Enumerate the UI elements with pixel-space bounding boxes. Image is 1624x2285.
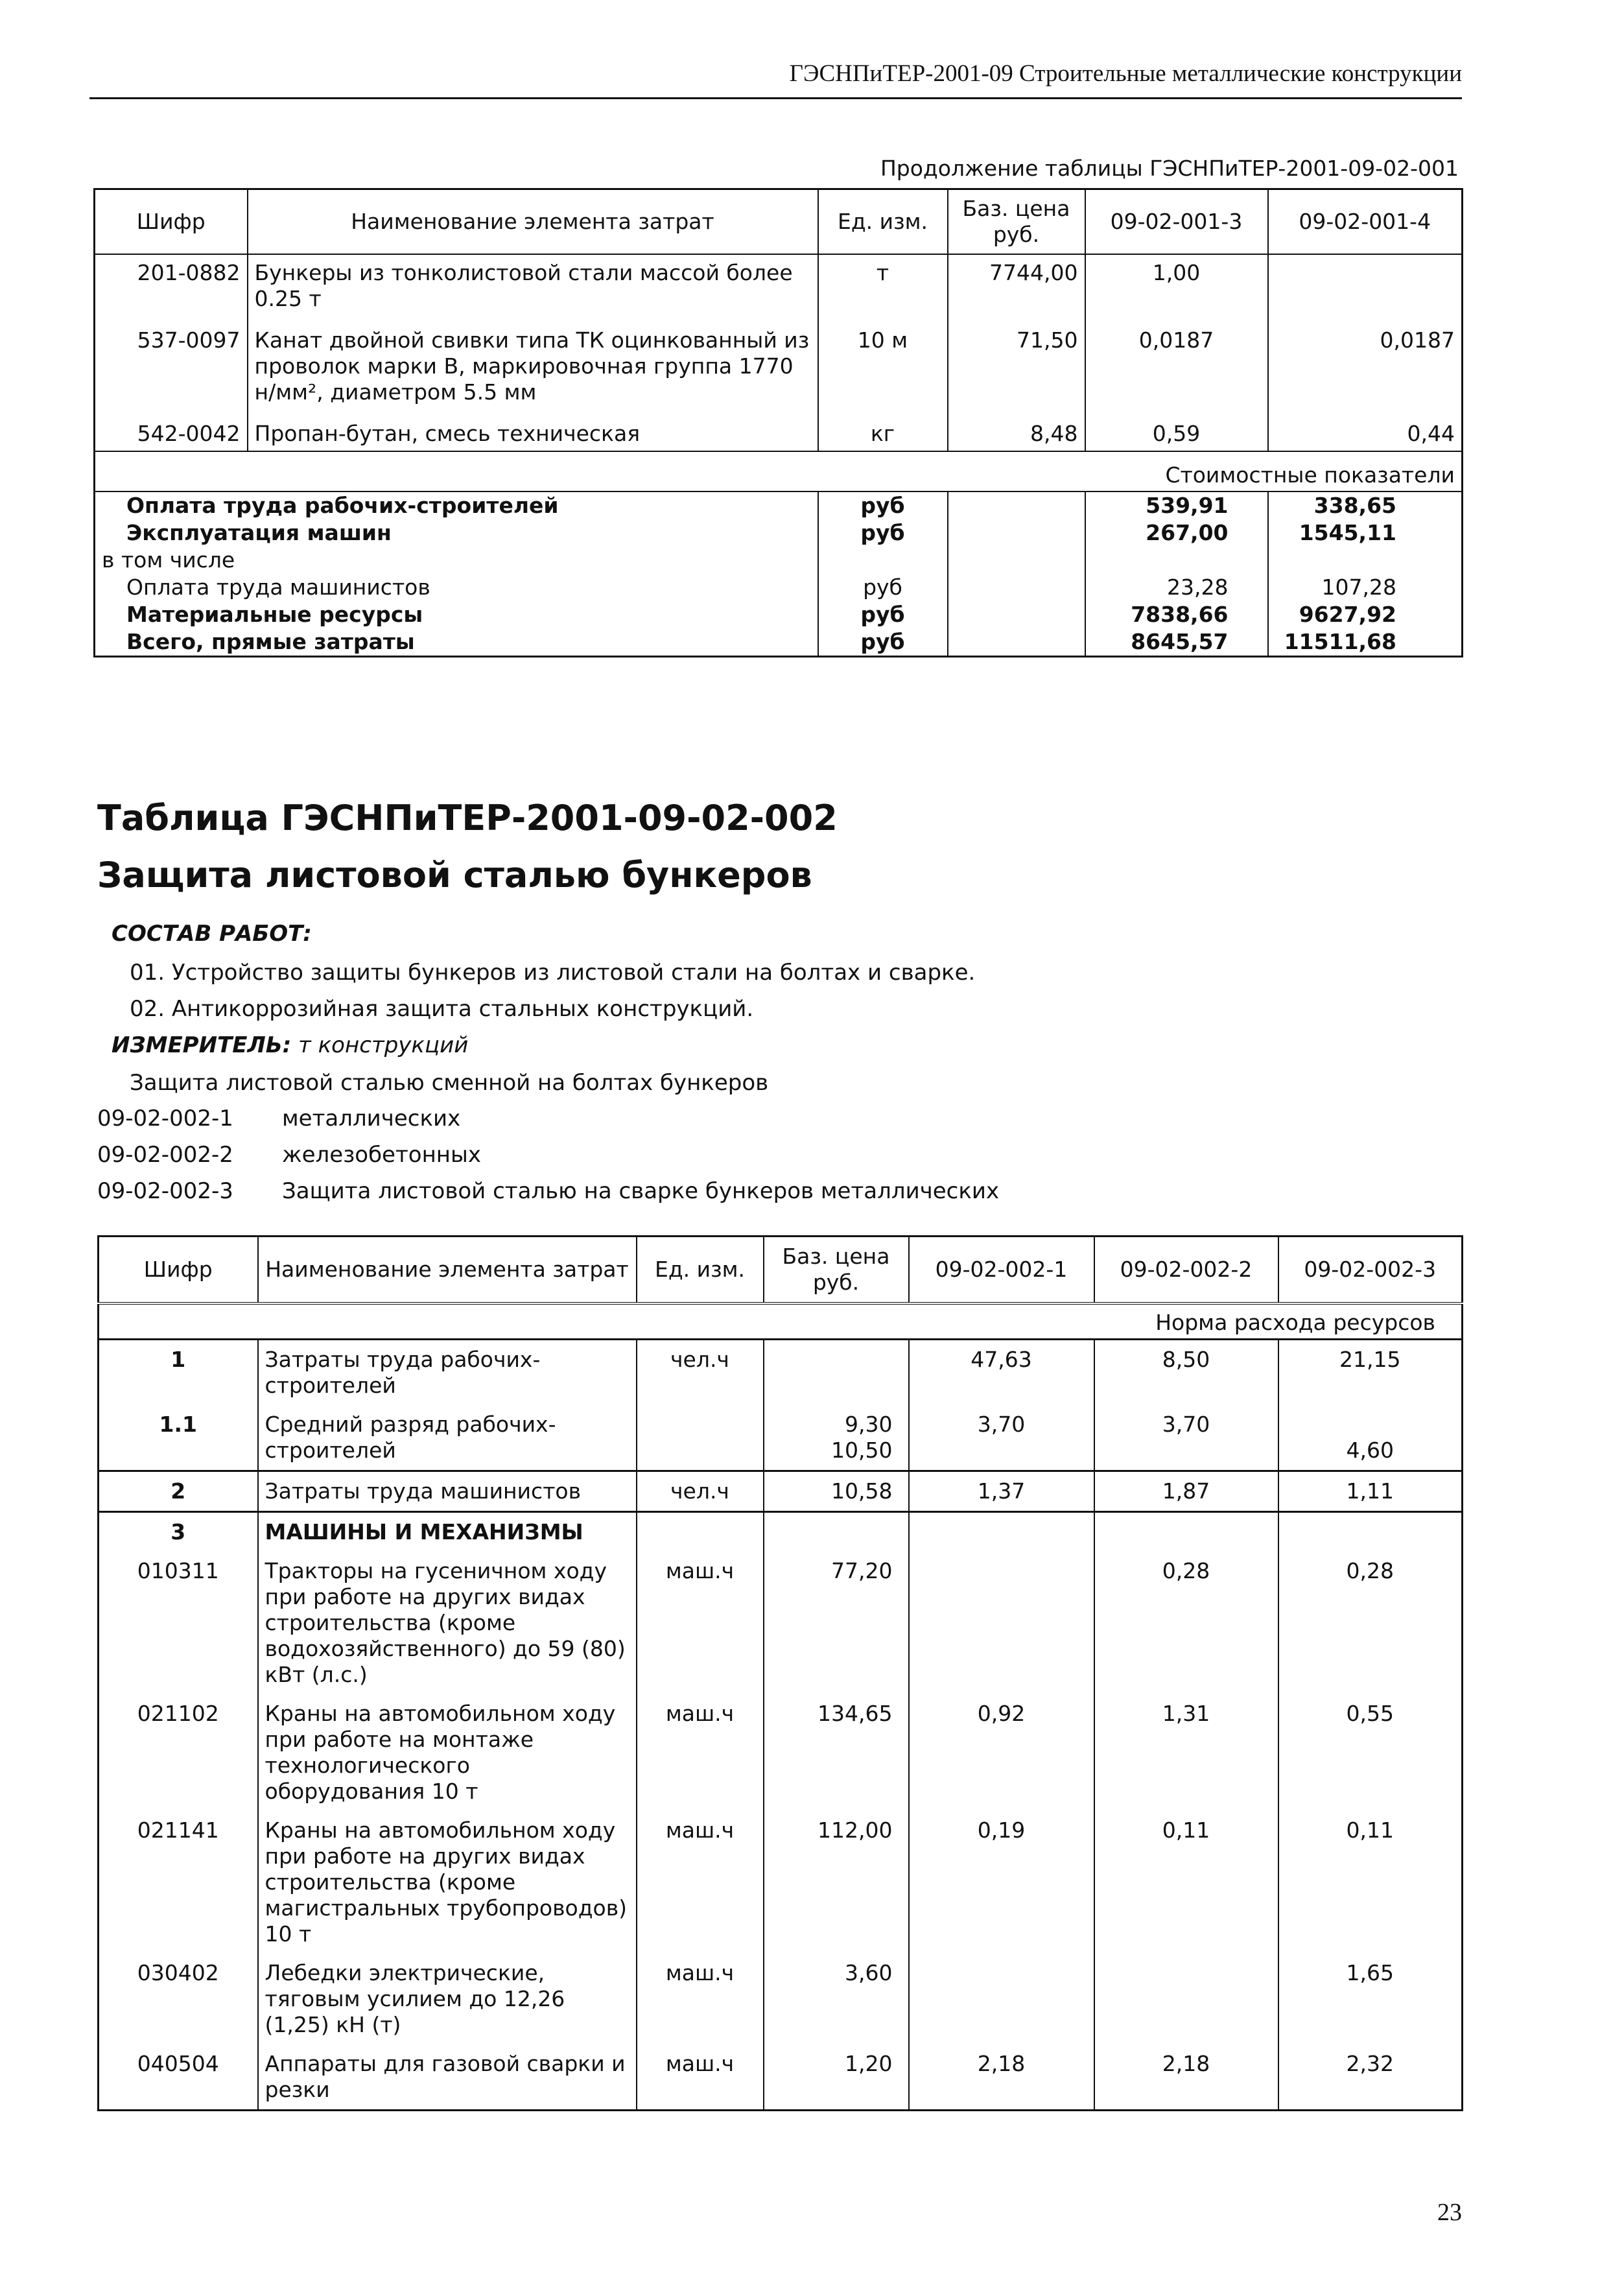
summary-unit: руб <box>818 601 948 628</box>
row-price <box>764 1405 909 1471</box>
row-value-2: 0,11 <box>1094 1811 1278 1954</box>
table-header-row <box>95 189 1463 255</box>
summary-name: в том числе <box>95 547 818 574</box>
row-value-2: 2,18 <box>1094 2044 1278 2111</box>
row-name: Пропан-бутан, смесь техническая <box>248 409 818 451</box>
row-value-3: 1,11 <box>1278 1471 1463 1512</box>
summary-price <box>948 574 1085 601</box>
row-value-3: 4,60 <box>1278 1405 1463 1471</box>
row-value-1 <box>909 1552 1094 1694</box>
row-value-2: 0,44 <box>1268 409 1463 451</box>
row-value-3: 0,55 <box>1278 1694 1463 1811</box>
row-code: 021141 <box>99 1811 258 1954</box>
row-code: 201-0882 <box>95 254 248 316</box>
row-price: 8,48 <box>948 409 1085 451</box>
indicators-row <box>95 451 1463 491</box>
summary-value-1: 8645,57 <box>1085 628 1268 657</box>
header-name: Наименование элемента затрат <box>248 189 818 255</box>
summary-value-1: 267,00 <box>1085 519 1268 547</box>
row-value-2: 3,70 <box>1094 1405 1278 1471</box>
price-value-2: 10,50 <box>831 1438 893 1463</box>
table-row <box>99 1340 1463 1406</box>
summary-value-2: 1545,11 <box>1268 519 1463 547</box>
norm-label: Норма расхода ресурсов <box>1155 1310 1435 1335</box>
row-value-1: 1,00 <box>1085 254 1268 316</box>
price-value: 1,20 <box>845 2051 893 2076</box>
row-name: МАШИНЫ И МЕХАНИЗМЫ <box>258 1512 637 1552</box>
variant-code-1: 09-02-002-1 <box>97 1106 233 1131</box>
summary-row <box>95 601 1463 628</box>
row-name: Затраты труда машинистов <box>258 1471 637 1512</box>
measure-value: т конструкций <box>298 1032 469 1058</box>
summary-value-2: 338,65 <box>1268 491 1463 519</box>
row-price <box>764 1340 909 1406</box>
running-header: ГЭСНПиТЕР-2001-09 Строительные металлические конструкции <box>789 60 1462 87</box>
resource-table-continued <box>93 188 1463 657</box>
row-value-1 <box>909 1954 1094 2044</box>
row-value-2: 8,50 <box>1094 1340 1278 1406</box>
row-price <box>764 2044 909 2111</box>
row-unit: т <box>818 254 948 316</box>
measure-label: ИЗМЕРИТЕЛЬ: <box>112 1032 292 1058</box>
measure-line <box>112 1032 468 1058</box>
header-col-2: 09-02-002-2 <box>1094 1237 1278 1304</box>
summary-value-1 <box>1085 547 1268 574</box>
table-row <box>99 1552 1463 1694</box>
page-number: 23 <box>1437 2199 1462 2226</box>
header-price: Баз. цена руб. <box>948 189 1085 255</box>
summary-unit: руб <box>818 491 948 519</box>
row-price <box>764 1954 909 2044</box>
row-unit: маш.ч <box>637 1552 764 1694</box>
row-code: 040504 <box>99 2044 258 2111</box>
header-name: Наименование элемента затрат <box>258 1237 637 1304</box>
row-value-1: 47,63 <box>909 1340 1094 1406</box>
row-value-1: 2,18 <box>909 2044 1094 2111</box>
row-name: Бункеры из тонколистовой стали массой более 0.25 т <box>248 254 818 316</box>
row-unit: маш.ч <box>637 2044 764 2111</box>
summary-price <box>948 491 1085 519</box>
table-row <box>95 316 1463 409</box>
summary-price <box>948 628 1085 657</box>
row-code: 1.1 <box>99 1405 258 1471</box>
row-name: Средний разряд рабочих-строителей <box>258 1405 637 1471</box>
row-code: 030402 <box>99 1954 258 2044</box>
variant-text-3: Защита листовой сталью на сварке бункеров металлических <box>282 1178 1000 1204</box>
summary-row <box>95 628 1463 657</box>
header-col-1: 09-02-001-3 <box>1085 189 1268 255</box>
summary-price <box>948 519 1085 547</box>
row-price <box>764 1811 909 1954</box>
group-text: Защита листовой сталью сменной на болтах бункеров <box>130 1070 769 1096</box>
row-value-1: 1,37 <box>909 1471 1094 1512</box>
row-code: 1 <box>99 1340 258 1406</box>
row-name: Затраты труда рабочих-строителей <box>258 1340 637 1406</box>
row-value-1 <box>909 1512 1094 1552</box>
summary-unit: руб <box>818 574 948 601</box>
row-unit <box>637 1405 764 1471</box>
table-row <box>95 409 1463 451</box>
summary-value-1: 7838,66 <box>1085 601 1268 628</box>
row-unit: чел.ч <box>637 1471 764 1512</box>
summary-name: Оплата труда машинистов <box>95 574 818 601</box>
table-row <box>99 1811 1463 1954</box>
summary-row <box>95 547 1463 574</box>
table-row <box>95 254 1463 316</box>
row-unit: маш.ч <box>637 1954 764 2044</box>
header-unit: Ед. изм. <box>818 189 948 255</box>
summary-row <box>95 574 1463 601</box>
table-row <box>99 1954 1463 2044</box>
summary-value-2: 11511,68 <box>1268 628 1463 657</box>
row-value-2: 1,31 <box>1094 1694 1278 1811</box>
row-name: Краны на автомобильном ходу при работе на монтаже технологического оборудования 10 т <box>258 1694 637 1811</box>
table-subtitle: Защита листовой сталью бункеров <box>97 855 812 895</box>
row-code: 2 <box>99 1471 258 1512</box>
price-value: 134,65 <box>818 1701 893 1726</box>
header-code: Шифр <box>95 189 248 255</box>
row-price <box>764 1471 909 1512</box>
row-name: Аппараты для газовой сварки и резки <box>258 2044 637 2111</box>
row-unit: маш.ч <box>637 1694 764 1811</box>
summary-value-2: 107,28 <box>1268 574 1463 601</box>
header-rule <box>89 97 1462 99</box>
row-value-3: 0,28 <box>1278 1552 1463 1694</box>
row-price <box>764 1694 909 1811</box>
header-col-2: 09-02-001-4 <box>1268 189 1463 255</box>
norm-label-row <box>99 1303 1463 1340</box>
table-continuation-caption: Продолжение таблицы ГЭСНПиТЕР-2001-09-02-001 <box>880 156 1459 181</box>
summary-unit: руб <box>818 519 948 547</box>
row-value-1: 0,19 <box>909 1811 1094 1954</box>
summary-value-1: 23,28 <box>1085 574 1268 601</box>
indicators-label: Стоимостные показатели <box>1165 462 1455 488</box>
table-row <box>99 1512 1463 1552</box>
summary-value-2: 9627,92 <box>1268 601 1463 628</box>
row-value-1: 0,0187 <box>1085 316 1268 409</box>
summary-row <box>95 519 1463 547</box>
row-value-2 <box>1094 1512 1278 1552</box>
header-price: Баз. цена руб. <box>764 1237 909 1304</box>
row-value-3: 21,15 <box>1278 1340 1463 1406</box>
variant-code-3: 09-02-002-3 <box>97 1178 233 1204</box>
summary-value-2 <box>1268 547 1463 574</box>
row-value-2: 0,28 <box>1094 1552 1278 1694</box>
row-price <box>764 1512 909 1552</box>
row-code: 010311 <box>99 1552 258 1694</box>
row-value-2 <box>1094 1954 1278 2044</box>
work-item-2: 02. Антикоррозийная защита стальных конструкций. <box>130 996 754 1022</box>
row-value-2: 1,87 <box>1094 1471 1278 1512</box>
table-row <box>99 1471 1463 1512</box>
row-name: Лебедки электрические, тяговым усилием до 12,26 (1,25) кН (т) <box>258 1954 637 2044</box>
row-name: Краны на автомобильном ходу при работе на других видах строительства (кроме магистральных трубопроводов) 10 т <box>258 1811 637 1954</box>
variant-code-2: 09-02-002-2 <box>97 1142 233 1168</box>
row-value-1: 0,92 <box>909 1694 1094 1811</box>
row-unit: маш.ч <box>637 1811 764 1954</box>
row-value-1: 3,70 <box>909 1405 1094 1471</box>
table-header-row <box>99 1237 1463 1304</box>
table-title: Таблица ГЭСНПиТЕР-2001-09-02-002 <box>97 798 838 838</box>
work-item-1: 01. Устройство защиты бункеров из листовой стали на болтах и сварке. <box>130 960 976 986</box>
price-value: 10,58 <box>831 1478 893 1504</box>
row-code: 3 <box>99 1512 258 1552</box>
row-value-2 <box>1268 254 1463 316</box>
price-value: 112,00 <box>818 1817 893 1843</box>
row-value-3: 0,11 <box>1278 1811 1463 1954</box>
header-unit: Ед. изм. <box>637 1237 764 1304</box>
price-value: 3,60 <box>845 1960 893 1985</box>
table-row <box>99 1694 1463 1811</box>
row-code: 021102 <box>99 1694 258 1811</box>
resource-norms-table <box>97 1235 1463 2111</box>
row-value-3: 1,65 <box>1278 1954 1463 2044</box>
row-price <box>764 1552 909 1694</box>
row-value-3 <box>1278 1512 1463 1552</box>
summary-price <box>948 547 1085 574</box>
summary-unit: руб <box>818 628 948 657</box>
row-code: 542-0042 <box>95 409 248 451</box>
header-code: Шифр <box>99 1237 258 1304</box>
variant-text-2: железобетонных <box>282 1142 481 1168</box>
row-price: 7744,00 <box>948 254 1085 316</box>
row-code: 537-0097 <box>95 316 248 409</box>
price-value: 9,30 <box>845 1412 893 1437</box>
row-value-2: 0,0187 <box>1268 316 1463 409</box>
row-unit <box>637 1512 764 1552</box>
row-name: Канат двойной свивки типа ТК оцинкованный из проволок марки В, маркировочная группа 1770 н/мм², диаметром 5.5 мм <box>248 316 818 409</box>
price-value: 77,20 <box>831 1558 893 1583</box>
row-price: 71,50 <box>948 316 1085 409</box>
summary-row <box>95 491 1463 519</box>
row-unit: кг <box>818 409 948 451</box>
works-label: СОСТАВ РАБОТ: <box>112 921 312 947</box>
header-col-3: 09-02-002-3 <box>1278 1237 1463 1304</box>
variant-text-1: металлических <box>282 1106 461 1131</box>
summary-price <box>948 601 1085 628</box>
summary-name: Эксплуатация машин <box>95 519 818 547</box>
summary-name: Материальные ресурсы <box>95 601 818 628</box>
table-row <box>99 2044 1463 2111</box>
row-unit: чел.ч <box>637 1340 764 1406</box>
summary-name: Всего, прямые затраты <box>95 628 818 657</box>
summary-unit <box>818 547 948 574</box>
row-unit: 10 м <box>818 316 948 409</box>
summary-value-1: 539,91 <box>1085 491 1268 519</box>
row-value-3: 2,32 <box>1278 2044 1463 2111</box>
table-row <box>99 1405 1463 1471</box>
summary-name: Оплата труда рабочих-строителей <box>95 491 818 519</box>
row-name: Тракторы на гусеничном ходу при работе на других видах строительства (кроме водохозяйственного) до 59 (80) кВт (л.с.) <box>258 1552 637 1694</box>
row-value-1: 0,59 <box>1085 409 1268 451</box>
header-col-1: 09-02-002-1 <box>909 1237 1094 1304</box>
